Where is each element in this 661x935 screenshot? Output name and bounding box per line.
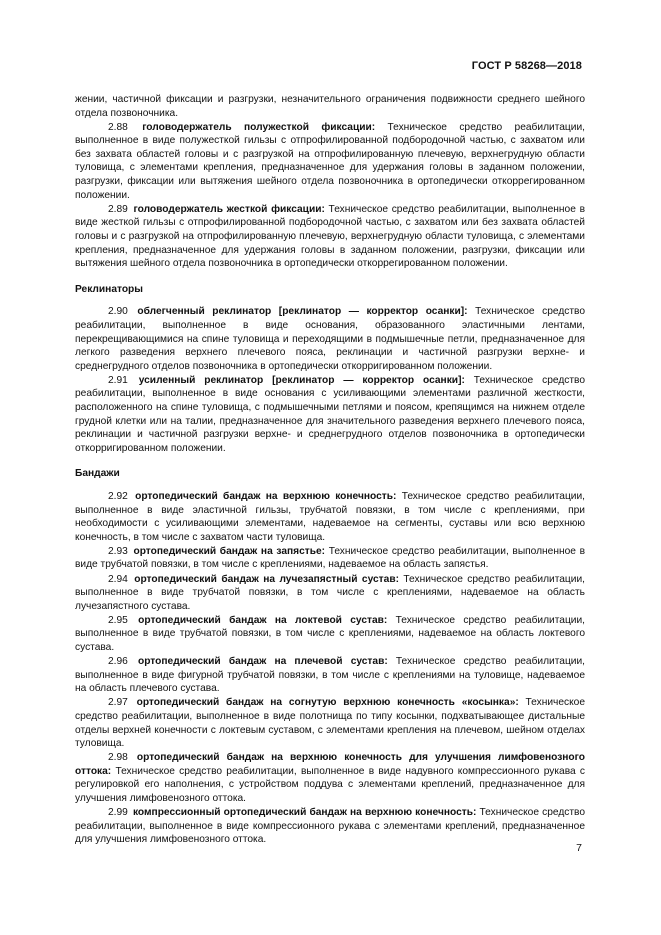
standard-header: ГОСТ Р 58268—2018 xyxy=(471,60,582,72)
clause-number: 2.92 xyxy=(108,490,128,502)
clause-2-93 xyxy=(75,545,585,572)
clause-term: ортопедический бандаж на запястье: xyxy=(133,545,326,557)
clause-number: 2.93 xyxy=(108,545,128,557)
clause-term: ортопедический бандаж на верхнюю конечность: xyxy=(135,490,397,502)
clause-term: ортопедический бандаж на верхнюю конечность для улучшения лимфовенозного оттока: xyxy=(75,752,585,777)
clause-number: 2.98 xyxy=(108,752,128,764)
clause-number: 2.89 xyxy=(108,203,128,215)
clause-2-97 xyxy=(75,696,585,750)
section-heading-bandages: Бандажи xyxy=(75,468,120,480)
clause-number: 2.95 xyxy=(108,614,128,626)
continuation-paragraph: жении, частичной фиксации и разгрузки, незначительного ограничения подвижности среднего шейного отдела позвоночника. xyxy=(75,94,585,119)
clause-number: 2.88 xyxy=(108,121,128,133)
clause-text: Техническое средство реабилитации, выполненное в виде полужесткой гильзы с отпрофилированной подбородочной частью, с захватом или без захвата областей головы и с разгрузкой на отпрофилированную плечевую, верхнегрудную области туловища, с элементами крепления, предназначенное для удержания головы в заданном положении, разгрузки, фиксации или вытяжения шейного отдела позвоночника в ортопедически откоррегированном положении. xyxy=(75,121,585,201)
clause-term: компрессионный ортопедический бандаж на верхнюю конечность: xyxy=(132,807,477,819)
page-content xyxy=(75,93,585,847)
clause-2-89 xyxy=(75,203,585,271)
clause-2-91 xyxy=(75,374,585,456)
clause-text: Техническое средство реабилитации, выполненное в виде надувного компрессионного рукава с регулировкой его наполнения, с устройством поддува с элементами креплений, предназначенное для улучшения лимфовенозного оттока. xyxy=(75,765,585,804)
clause-term: ортопедический бандаж на плечевой сустав: xyxy=(138,656,388,668)
clause-text: Техническое средство реабилитации, выполненное в виде компрессионного рукава с элементами креплений, предназначенное для улучшения лимфовенозного оттока. xyxy=(75,807,585,846)
clause-term: усиленный реклинатор [реклинатор — корректор осанки]: xyxy=(138,374,465,386)
clause-text: Техническое средство реабилитации, выполненное в виде основания, образованного эластичными лентами, перекрещивающимися на спине туловища и переходящими в подмышечные петли, предназначенное для легкого разведения верхнего плечевого пояса, реклинации и частичной разгрузки верхне- и среднегрудного отделов позвоночника в ортопедически откорригированном положении. xyxy=(75,306,585,372)
section-heading-reclinators: Реклинаторы xyxy=(75,283,143,295)
clause-2-98 xyxy=(75,751,585,805)
clause-2-95 xyxy=(75,614,585,655)
clause-number: 2.99 xyxy=(108,807,128,819)
clause-text: Техническое средство реабилитации, выполненное в виде полотнища по типу косынки, подхватывающее дистальные отделы верхней конечности с локтевым суставом, с элементами крепления на плечевом, шейном отделах туловища. xyxy=(75,697,585,750)
clause-2-99 xyxy=(75,806,585,847)
clause-number: 2.97 xyxy=(108,697,128,709)
clause-2-96 xyxy=(75,655,585,696)
clause-text: Техническое средство реабилитации, выполненное в виде основания с усиливающими элементами различной жесткости, расположенного на спине туловища, с подмышечными петлями и поясом, крепящимся на нижнем отделе грудной клетки или на талии, предназначенное для значительного разведения верхнего плечевого пояса, реклинации и частичной разгрузки верхне- и среднегрудного отделов позвоночника в ортопедически откорригированном положении. xyxy=(75,374,585,454)
clause-2-94 xyxy=(75,573,585,614)
clause-term: головодержатель полужесткой фиксации: xyxy=(142,121,376,133)
clause-text: Техническое средство реабилитации, выполненное в виде эластичной гильзы, трубчатой повязки, в том числе с креплениями, при необходимости с усиливающими элементами, надеваемое на сегменты, суставы или всю верхнюю конечность, в том числе с захватом части туловища. xyxy=(75,490,585,543)
clause-number: 2.90 xyxy=(108,306,128,318)
clause-2-88 xyxy=(75,121,585,203)
clause-term: головодержатель жесткой фиксации: xyxy=(133,203,325,215)
clause-text: Техническое средство реабилитации, выполненное в виде фигурной трубчатой повязки, в том числе с креплениями на туловище, надеваемое на область плечевого сустава. xyxy=(75,656,585,695)
clause-text: Техническое средство реабилитации, выполненное в виде трубчатой повязки, в том числе с креплениями, надеваемое на область запястья. xyxy=(75,545,585,571)
clause-term: ортопедический бандаж на локтевой сустав: xyxy=(138,614,388,626)
clause-text: Техническое средство реабилитации, выполненное в виде трубчатой повязки, в том числе с креплениями, надеваемое на область локтевого сустава. xyxy=(75,614,585,653)
clause-text: Техническое средство реабилитации, выполненное в виде жесткой гильзы с отпрофилированной подбородочной частью, с захватом или без захвата областей головы и с разгрузкой на отпрофилированную плечевую, верхнегрудную области туловища, с элементами крепления, предназначенное для удержания головы в заданном положении, разгрузки, фиксации или вытяжения шейного отдела позвоночника в ортопедически откоррегированном положении. xyxy=(75,203,585,270)
clause-term: ортопедический бандаж на лучезапястный сустав: xyxy=(134,573,399,585)
clause-number: 2.96 xyxy=(108,656,128,668)
clause-2-90 xyxy=(75,305,585,373)
page-number: 7 xyxy=(576,842,582,854)
clause-term: ортопедический бандаж на согнутую верхнюю конечность «косынка»: xyxy=(136,697,519,709)
clause-text: Техническое средство реабилитации, выполненное в виде трубчатой повязки, в том числе с креплениями, надеваемое на область лучезапястного сустава. xyxy=(75,573,585,612)
clause-number: 2.94 xyxy=(108,573,128,585)
clause-number: 2.91 xyxy=(108,374,128,386)
clause-term: облегченный реклинатор [реклинатор — корректор осанки]: xyxy=(137,306,468,318)
clause-2-92 xyxy=(75,490,585,544)
